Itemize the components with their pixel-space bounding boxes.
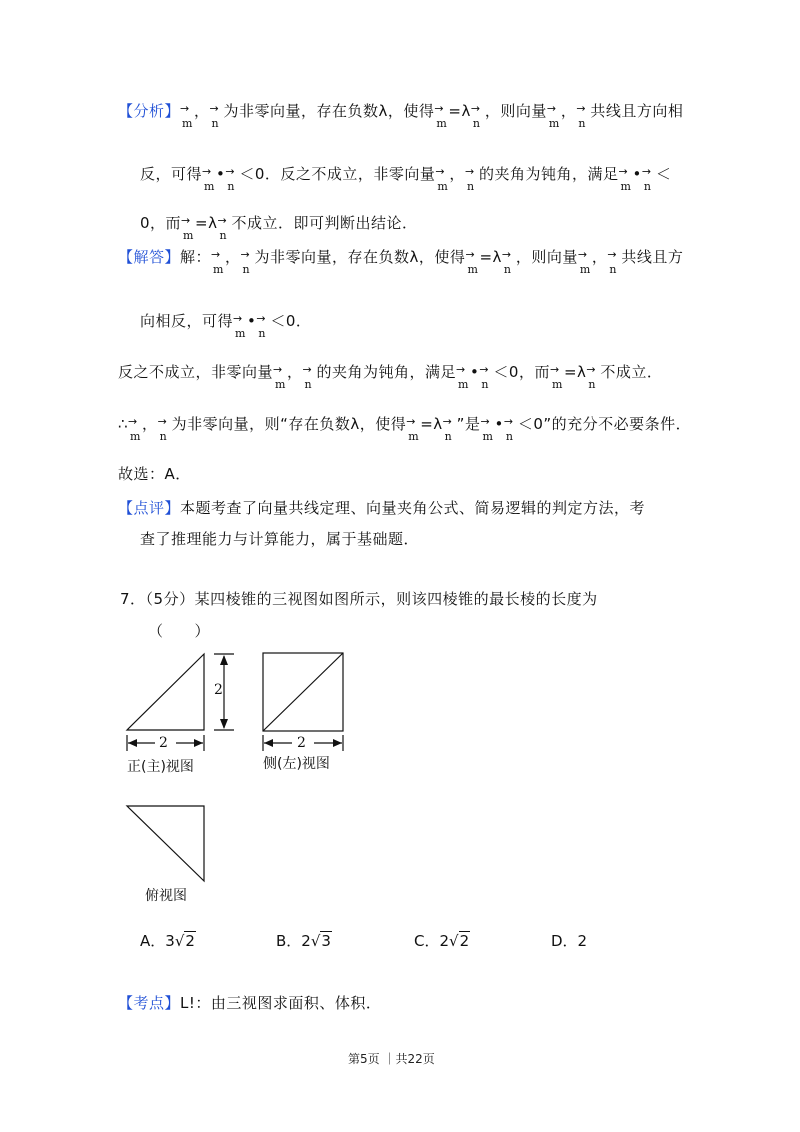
top-view-triangle xyxy=(127,806,204,881)
question-7-blank: （ ） xyxy=(148,622,211,640)
dim-front-height: 2 xyxy=(214,682,223,698)
answer-line-2: 向相反，可得 → m • → n ＜0． xyxy=(140,312,312,340)
dim-front-width: 2 xyxy=(159,735,168,751)
page-footer: 第5页 ｜共22页 xyxy=(348,1052,435,1066)
analysis-line-2: 反，可得 → m • → n ＜0．反之不成立，非零向量 → m ， → n 的夹角为钝角，满足 → m • → n ＜ xyxy=(140,165,672,193)
side-view-label: 侧(左)视图 xyxy=(263,756,330,772)
top-view-label: 俯视图 xyxy=(145,888,187,904)
front-view-label: 正(主)视图 xyxy=(127,759,194,775)
comment-line-2: 查了推理能力与计算能力，属于基础题． xyxy=(140,530,420,548)
answer-line-3: 反之不成立，非零向量 → m ， → n 的夹角为钝角，满足 → m • → n ＜0，而 → m =λ → n 不成立． xyxy=(118,363,663,391)
analysis-tag: 【分析】 xyxy=(118,102,181,120)
analysis-line-3: 0，而 → m =λ → n 不成立．即可判断出结论． xyxy=(140,214,418,242)
answer-line-4: ∴ → m ， → n 为非零向量，则“存在负数λ，使得 → m =λ → n ”是 → m • → n ＜0”的充分不必要条件． xyxy=(118,415,692,443)
front-view-triangle xyxy=(127,654,204,730)
answer-tag: 【解答】 xyxy=(118,248,181,266)
question-7-stem: 7．（5分）某四棱锥的三视图如图所示，则该四棱锥的最长棱的长度为 xyxy=(120,590,598,608)
dim-side-width: 2 xyxy=(297,735,306,751)
comment-line-1: 【点评】本题考查了向量共线定理、向量夹角公式、简易逻辑的判定方法，考 xyxy=(118,499,646,517)
option-d: D．2 xyxy=(551,932,588,950)
kaodian-line: 【考点】L!：由三视图求面积、体积． xyxy=(118,994,382,1012)
analysis-line-1: 【分析】 → m ， → n 为非零向量，存在负数λ，使得 → m =λ → n ，则向量 → m ， → n 共线且方向相 xyxy=(118,102,684,130)
option-b: B．2√3 xyxy=(276,932,331,950)
answer-line-1: 【解答】解： → m ， → n 为非零向量，存在负数λ，使得 → m =λ → n ，则向量 → m ， → n 共线且方 xyxy=(118,248,684,276)
comment-tag: 【点评】 xyxy=(118,499,181,517)
vector-n: → n xyxy=(209,102,220,130)
option-c: C．2√2 xyxy=(414,932,470,950)
kaodian-tag: 【考点】 xyxy=(118,994,181,1012)
answer-choice: 故选：A． xyxy=(118,465,191,483)
vector-m: → m xyxy=(180,102,193,130)
option-a: A．3√2 xyxy=(140,932,195,950)
